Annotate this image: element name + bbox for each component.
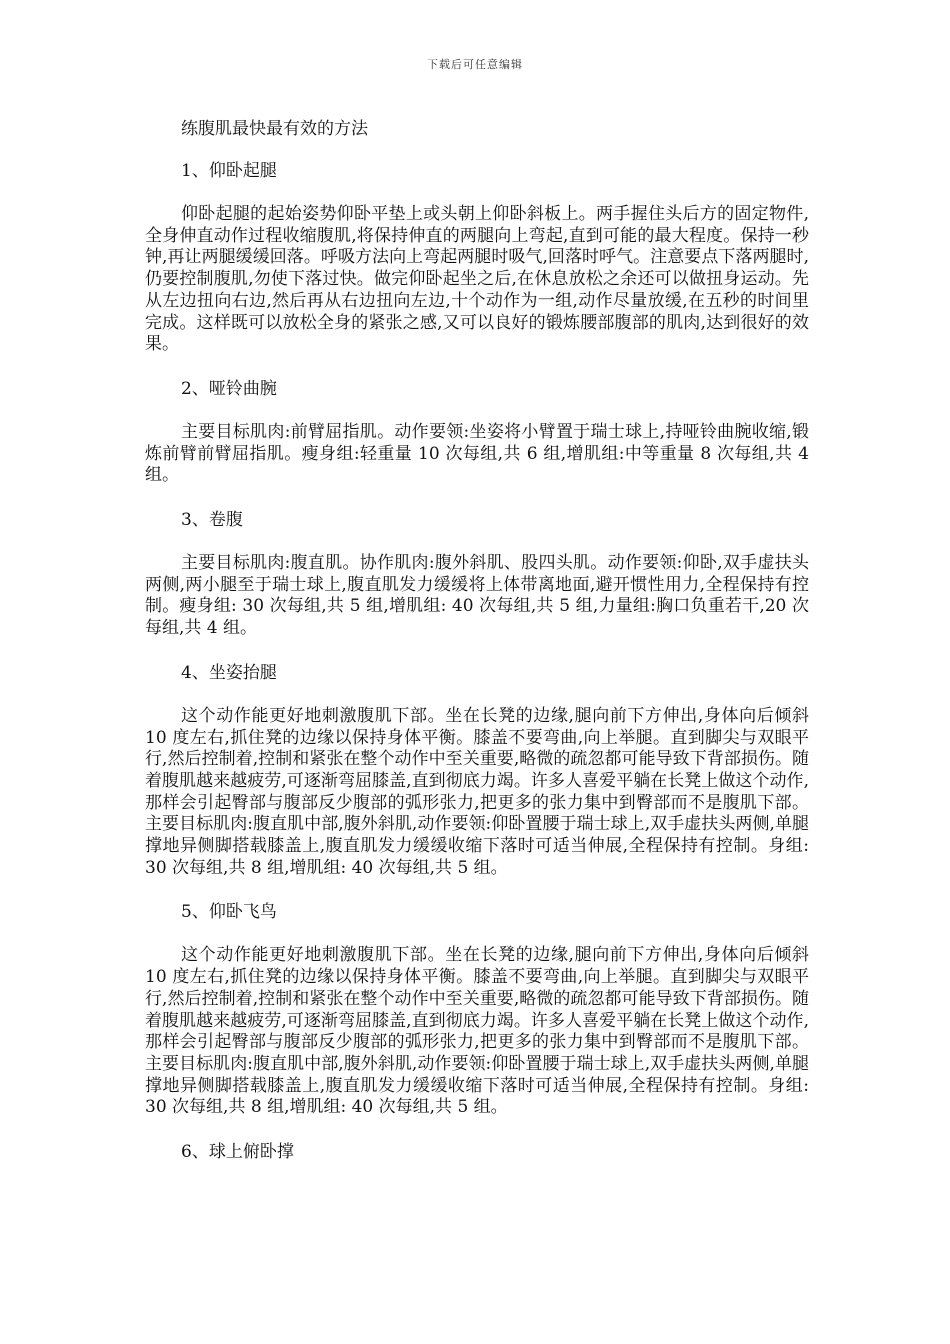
page-header-note: 下载后可任意编辑 — [427, 58, 523, 71]
section-heading-5: 5、仰卧飞鸟 — [181, 902, 277, 923]
section-body-2: 主要目标肌肉:前臂屈指肌。动作要领:坐姿将小臂置于瑞士球上,持哑铃曲腕收缩,锻炼前臂前臂屈指肌。瘦身组:轻重量 10 次每组,共 6 组,增肌组:中等重量 8 次每组,共 4 组。 — [145, 421, 809, 486]
section-body-1: 仰卧起腿的起始姿势仰卧平垫上或头朝上仰卧斜板上。两手握住头后方的固定物件,全身伸直动作过程收缩腹肌,将保持伸直的两腿向上弯起,直到可能的最大程度。保持一秒钟,再让两腿缓缓回落。呼吸方法向上弯起两腿时吸气,回落时呼气。注意要点下落两腿时,仍要控制腹肌,勿使下落过快。做完仰卧起坐之后,在休息放松之余还可以做扭身运动。先从左边扭向右边,然后再从右边扭向左边,十个动作为一组,动作尽量放缓,在五秒的时间里完成。这样既可以放松全身的紧张之感,又可以良好的锻炼腰部腹部的肌肉,达到很好的效果。 — [145, 204, 809, 355]
document-body — [145, 118, 809, 1185]
document-title: 练腹肌最快最有效的方法 — [181, 119, 368, 139]
section-body-3: 主要目标肌肉:腹直肌。协作肌肉:腹外斜肌、股四头肌。动作要领:仰卧,双手虚扶头两侧,两小腿至于瑞士球上,腹直肌发力缓缓将上体带离地面,避开惯性用力,全程保持有控制。瘦身组: 30 次每组,共 5 组,增肌组: 40 次每组,共 5 组,力量组:胸口负重若干,20 次每组,共 4 组。 — [145, 553, 809, 639]
section-heading-6: 6、球上俯卧撑 — [181, 1142, 294, 1163]
section-heading-1: 1、仰卧起腿 — [181, 161, 277, 181]
section-heading-2: 2、哑铃曲腕 — [181, 378, 277, 399]
section-heading-4: 4、坐姿抬腿 — [181, 662, 277, 683]
section-body-5: 这个动作能更好地刺激腹肌下部。坐在长凳的边缘,腿向前下方伸出,身体向后倾斜 10 度左右,抓住凳的边缘以保持身体平衡。膝盖不要弯曲,向上举腿。直到脚尖与双眼平行,然后控制着,控制和紧张在整个动作中至关重要,略微的疏忽都可能导致下背部损伤。随着腹肌越来越疲劳,可逐渐弯屈膝盖,直到彻底力竭。许多人喜爱平躺在长凳上做这个动作,那样会引起臀部与腹部反少腹部的弧形张力,把更多的张力集中到臀部而不是腹肌下部。主要目标肌肉:腹直肌中部,腹外斜肌,动作要领:仰卧置腰于瑞士球上,双手虚扶头两侧,单腿撑地异侧脚搭载膝盖上,腹直肌发力缓缓收缩下落时可适当伸展,全程保持有控制。身组: 30 次每组,共 8 组,增肌组: 40 次每组,共 5 组。 — [145, 945, 809, 1118]
section-heading-3: 3、卷腹 — [181, 510, 243, 531]
section-body-4: 这个动作能更好地刺激腹肌下部。坐在长凳的边缘,腿向前下方伸出,身体向后倾斜 10 度左右,抓住凳的边缘以保持身体平衡。膝盖不要弯曲,向上举腿。直到脚尖与双眼平行,然后控制着,控制和紧张在整个动作中至关重要,略微的疏忽都可能导致下背部损伤。随着腹肌越来越疲劳,可逐渐弯屈膝盖,直到彻底力竭。许多人喜爱平躺在长凳上做这个动作,那样会引起臀部与腹部反少腹部的弧形张力,把更多的张力集中到臀部而不是腹肌下部。主要目标肌肉:腹直肌中部,腹外斜肌,动作要领:仰卧置腰于瑞士球上,双手虚扶头两侧,单腿撑地异侧脚搭载膝盖上,腹直肌发力缓缓收缩下落时可适当伸展,全程保持有控制。身组: 30 次每组,共 8 组,增肌组: 40 次每组,共 5 组。 — [145, 705, 809, 878]
